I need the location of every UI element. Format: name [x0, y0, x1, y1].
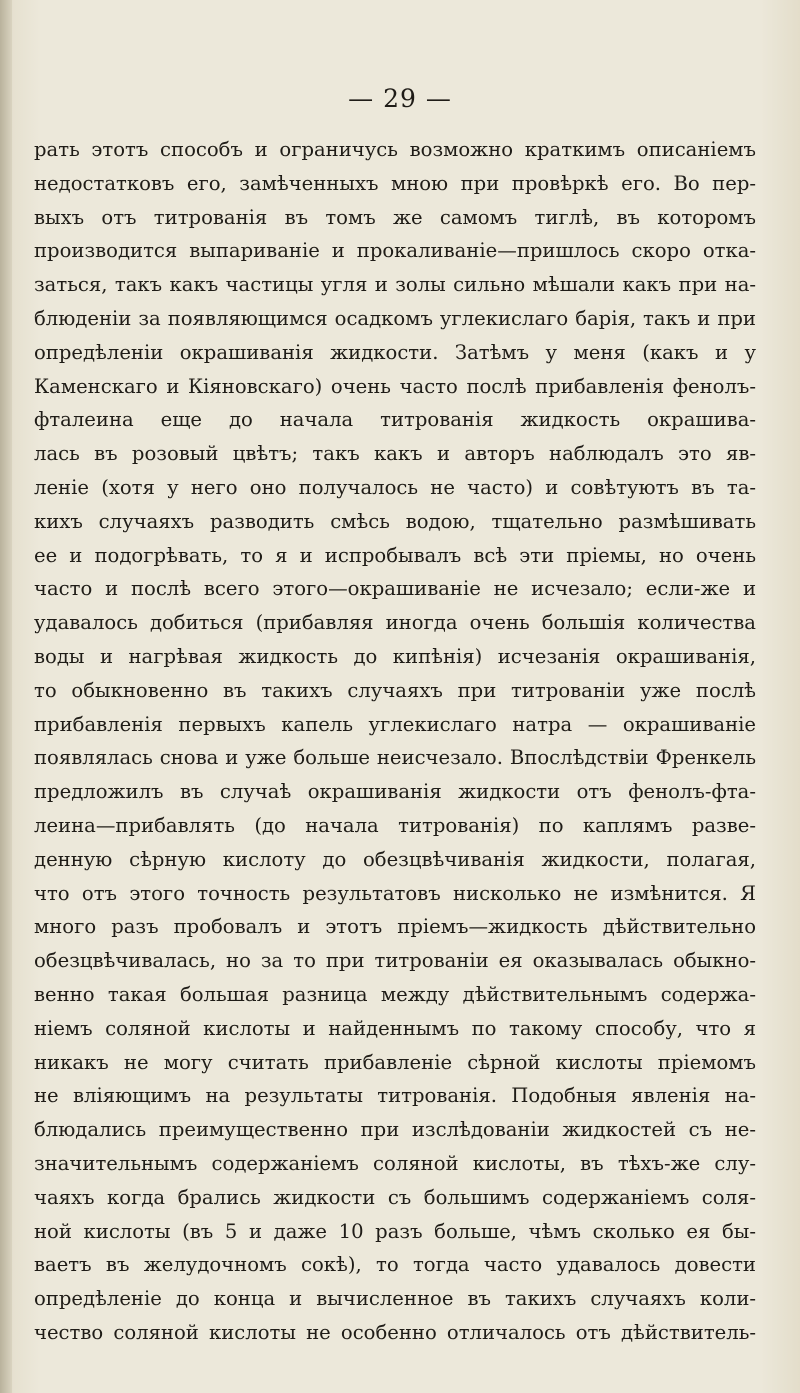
text-line: никакъ не могу считать прибавленіе сѣрной кислоты пріемомъ — [34, 1050, 756, 1074]
text-line: Каменскаго и Кіяновскаго) очень часто послѣ прибавленія фенолъ- — [34, 374, 756, 398]
text-line: что отъ этого точность результатовъ нисколько не измѣнится. Я — [34, 881, 756, 905]
text-line: чаяхъ когда брались жидкости съ большимъ содержаніемъ соля- — [34, 1185, 756, 1209]
text-line: опредѣленіе до конца и вычисленное въ такихъ случаяхъ коли- — [34, 1287, 756, 1311]
text-line: не вліяющимъ на результаты титрованія. Подобныя явленія на- — [34, 1084, 756, 1108]
text-line: лась въ розовый цвѣтъ; такъ какъ и авторъ наблюдалъ это яв- — [34, 442, 756, 466]
page-spine-edge — [0, 0, 12, 1393]
text-line: недостатковъ его, замѣченныхъ мною при провѣркѣ его. Во пер- — [34, 171, 756, 195]
text-line: леніе (хотя у него оно получалось не часто) и совѣтуютъ въ та- — [34, 475, 756, 499]
text-line: леина—прибавлять (до начала титрованія) по каплямъ разве- — [34, 813, 756, 837]
text-line: то обыкновенно въ такихъ случаяхъ при титрованіи уже послѣ — [34, 678, 756, 702]
text-line: блюденіи за появляющимся осадкомъ углекислаго барія, такъ и при — [34, 306, 756, 330]
text-line: выхъ отъ титрованія въ томъ же самомъ тиглѣ, въ которомъ — [34, 205, 756, 229]
text-line: значительнымъ содержаніемъ соляной кислоты, въ тѣхъ-же слу- — [34, 1151, 756, 1175]
text-line: удавалось добиться (прибавляя иногда очень большія количества — [34, 611, 756, 635]
text-line: появлялась снова и уже больше неисчезало. Впослѣдствіи Френкель — [34, 746, 756, 770]
text-line: предложилъ въ случаѣ окрашиванія жидкости отъ фенолъ-фта- — [34, 780, 756, 804]
text-line: ваетъ въ желудочномъ сокѣ), то тогда часто удавалось довести — [34, 1253, 756, 1277]
page-number: — 29 — — [348, 84, 452, 113]
text-line: часто и послѣ всего этого—окрашиваніе не исчезало; если-же и — [34, 577, 756, 601]
text-line: рать этотъ способъ и ограничусь возможно краткимъ описаніемъ — [34, 138, 756, 161]
text-line: венно такая большая разница между дѣйствительнымъ содержа- — [34, 982, 756, 1006]
body-text — [34, 133, 756, 1350]
text-line: кихъ случаяхъ разводить смѣсь водою, тщательно размѣшивать — [34, 509, 756, 533]
text-line: ее и подогрѣвать, то я и испробывалъ всѣ эти пріемы, но очень — [34, 543, 756, 567]
text-line: ной кислоты (въ 5 и даже 10 разъ больше, чѣмъ сколько ея бы- — [34, 1219, 756, 1243]
text-line: опредѣленіи окрашиванія жидкости. Затѣмъ у меня (какъ и у — [34, 340, 756, 364]
text-line: много разъ пробовалъ и этотъ пріемъ—жидкость дѣйствительно — [34, 915, 756, 939]
text-line: производится выпариваніе и прокаливаніе—пришлось скоро отка- — [34, 239, 756, 263]
text-line: блюдались преимущественно при изслѣдованіи жидкостей съ не- — [34, 1118, 756, 1142]
text-line: прибавленія первыхъ капель углекислаго натра — окрашиваніе — [34, 712, 756, 736]
text-line: фталеина еще до начала титрованія жидкость окрашива- — [34, 408, 756, 432]
text-line: чество соляной кислоты не особенно отличалось отъ дѣйствитель- — [34, 1320, 756, 1344]
text-line: ніемъ соляной кислоты и найденнымъ по такому способу, что я — [34, 1016, 756, 1040]
text-line: денную сѣрную кислоту до обезцвѣчиванія жидкости, полагая, — [34, 847, 756, 871]
text-line: воды и нагрѣвая жидкость до кипѣнія) исчезанія окрашиванія, — [34, 644, 756, 668]
text-line: заться, такъ какъ частицы угля и золы сильно мѣшали какъ при на- — [34, 273, 756, 297]
text-line: обезцвѣчивалась, но за то при титрованіи ея оказывалась обыкно- — [34, 949, 756, 973]
